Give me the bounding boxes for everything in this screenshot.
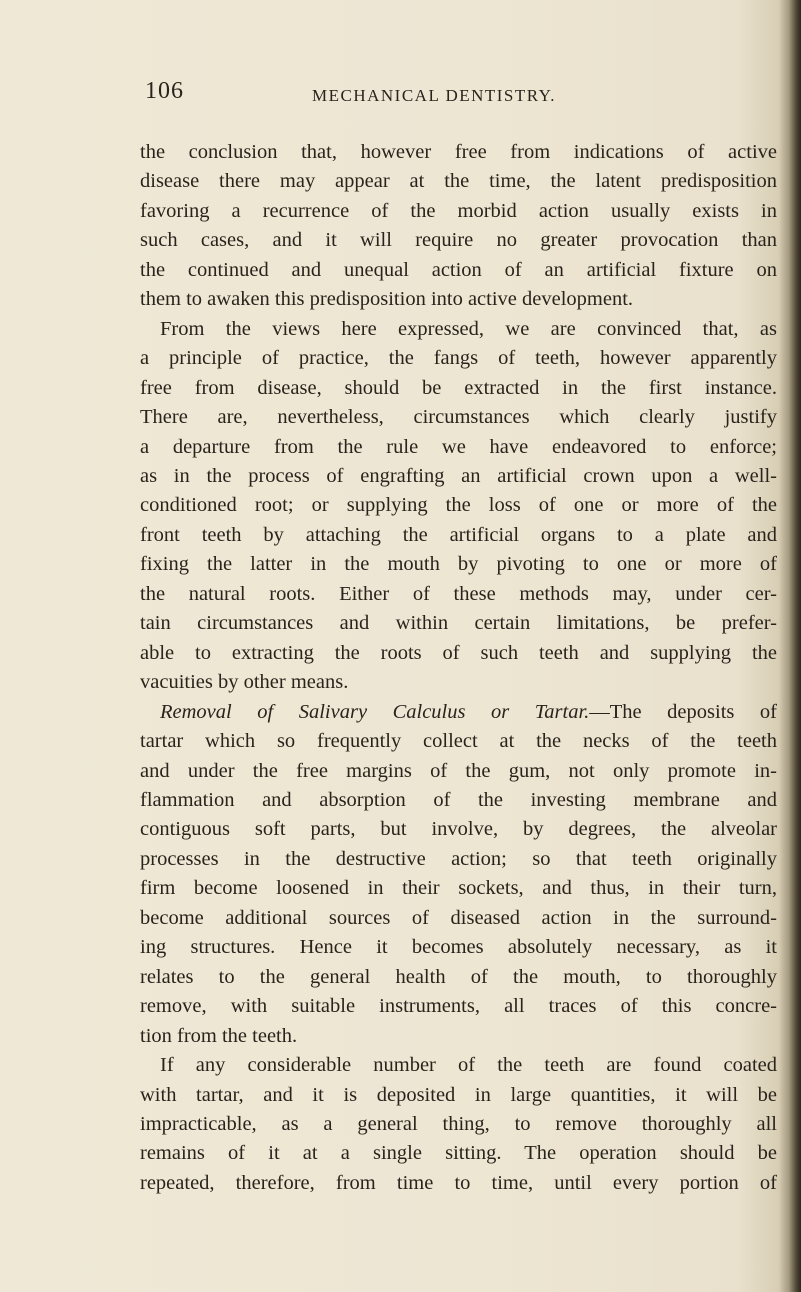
text-line: them to awaken this predisposition into active development. [140,288,634,311]
text-line: the natural roots. Either of these methods may, under cer- [140,582,777,605]
page-header [145,78,775,114]
text-line: tain circumstances and within certain limitations, be prefer- [140,612,777,635]
text-line: such cases, and it will require no greater provocation than [140,229,777,252]
text-line: contiguous soft parts, but involve, by degrees, the alveolar [140,818,777,841]
text-line: tartar which so frequently collect at the necks of the teeth [140,730,777,753]
text-line: front teeth by attaching the artificial organs to a plate and [140,523,777,546]
section-heading-line [140,698,777,727]
text-line: remove, with suitable instruments, all traces of this concre- [140,995,777,1018]
running-title: MECHANICAL DENTISTRY. [312,86,557,105]
section-heading: Removal of Salivary Calculus or Tartar. [160,700,590,723]
page-number: 106 [145,78,184,104]
text-line: If any considerable number of the teeth are found coated [160,1054,777,1077]
text-line: favoring a recurrence of the morbid action usually exists in [140,199,777,222]
text-line: and under the free margins of the gum, not only promote in- [140,759,777,782]
text-line: tion from the teeth. [140,1024,298,1047]
text-line: impracticable, as a general thing, to remove thoroughly all [140,1112,777,1135]
text-line: as in the process of engrafting an artificial crown upon a well- [140,464,777,487]
text-line: remains of it at a single sitting. The operation should be [140,1142,777,1165]
text-line: relates to the general health of the mouth, to thoroughly [140,965,777,988]
text-line: with tartar, and it is deposited in large quantities, it will be [140,1083,777,1106]
text-line: the continued and unequal action of an artificial fixture on [140,258,777,281]
text-line: From the views here expressed, we are convinced that, as [160,317,777,340]
text-line: There are, nevertheless, circumstances which clearly justify [140,406,777,429]
text-line: a departure from the rule we have endeavored to enforce; [140,435,777,458]
text-line: the conclusion that, however free from indications of active [140,141,777,163]
text-line: firm become loosened in their sockets, and thus, in their turn, [140,877,777,900]
page-edge-shadow [779,0,801,1292]
text-line: vacuities by other means. [140,671,349,694]
text-line: conditioned root; or supplying the loss of one or more of the [140,494,777,517]
text-line: a principle of practice, the fangs of teeth, however apparently [140,347,777,370]
text-line: free from disease, should be extracted in the first instance. [140,376,777,399]
text-line: processes in the destructive action; so that teeth originally [140,847,777,870]
text-line: fixing the latter in the mouth by pivoting to one or more of [140,553,777,576]
body-text [140,138,777,1198]
section-heading-continuation: —The deposits of [589,700,777,723]
text-line: repeated, therefore, from time to time, until every portion of [140,1171,777,1194]
text-line: flammation and absorption of the investing membrane and [140,788,777,811]
text-line: become additional sources of diseased action in the surround- [140,906,777,929]
text-line: disease there may appear at the time, the latent predisposition [140,170,777,193]
text-line: ing structures. Hence it becomes absolutely necessary, as it [140,936,777,959]
text-line: able to extracting the roots of such teeth and supplying the [140,641,777,664]
